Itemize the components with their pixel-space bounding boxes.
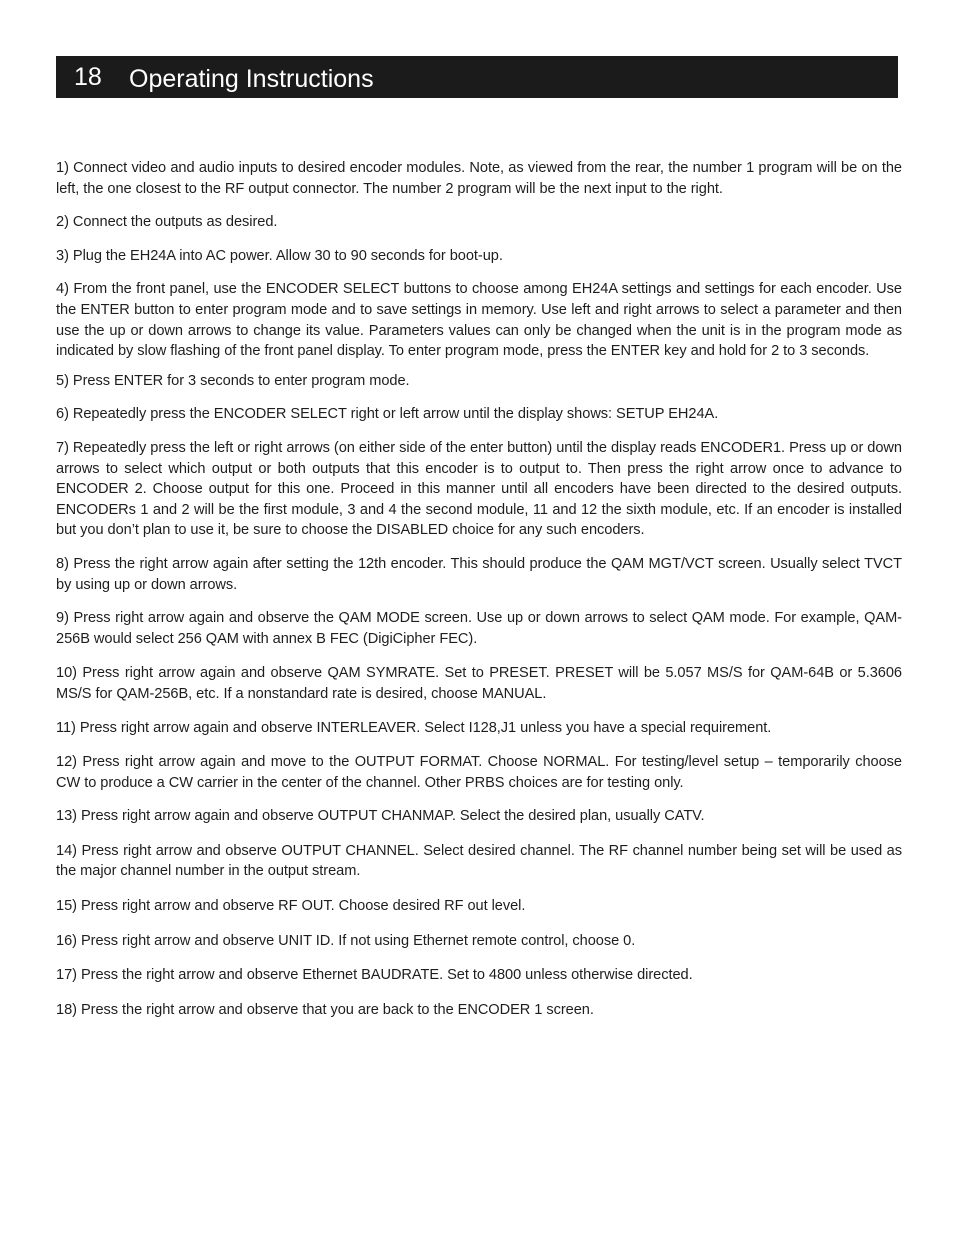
step-17: 17) Press the right arrow and observe Ethernet BAUDRATE. Set to 4800 unless otherwise directed. bbox=[56, 967, 693, 984]
step-7: 7) Repeatedly press the left or right arrows (on either side of the enter button) until the display reads ENCODER1. Press up or down arrows to select which output or both outputs that this encoder is to output to. Then press the right arrow once to advance to ENCODER 2. Choose output for this one. Proceed in this manner until all encoders have been directed to the desired outputs. ENCODERs 1 and 2 will be the first module, 3 and 4 the second module, 11 and 12 the sixth module, etc. If an encoder is installed but you don’t plan to use it, be sure to choose the DISABLED choice for any such encoders. bbox=[56, 439, 902, 539]
page-header bbox=[56, 56, 898, 98]
step-13: 13) Press right arrow again and observe OUTPUT CHANMAP. Select the desired plan, usually CATV. bbox=[56, 808, 705, 825]
step-14: 14) Press right arrow and observe OUTPUT CHANNEL. Select desired channel. The RF channel number being set will be used as the major channel number in the output stream. bbox=[56, 842, 902, 880]
step-11: 11) Press right arrow again and observe INTERLEAVER. Select I128,J1 unless you have a special requirement. bbox=[56, 720, 772, 737]
page-title: Operating Instructions bbox=[129, 65, 374, 93]
step-1: 1) Connect video and audio inputs to desired encoder modules. Note, as viewed from the rear, the number 1 program will be on the left, the one closest to the RF output connector. The number 2 program will be the next input to the right. bbox=[56, 160, 902, 197]
step-16: 16) Press right arrow and observe UNIT ID. If not using Ethernet remote control, choose 0. bbox=[56, 932, 636, 949]
step-10: 10) Press right arrow again and observe QAM SYMRATE. Set to PRESET. PRESET will be 5.057 MS/S for QAM-64B or 5.3606 MS/S for QAM-256B, etc. If a nonstandard rate is desired, choose MANUAL. bbox=[56, 665, 902, 702]
step-12: 12) Press right arrow again and move to the OUTPUT FORMAT. Choose NORMAL. For testing/level setup – temporarily choose CW to produce a CW carrier in the center of the channel. Other PRBS choices are for testing only. bbox=[56, 754, 902, 791]
step-2: 2) Connect the outputs as desired. bbox=[56, 214, 278, 231]
step-18: 18) Press the right arrow and observe that you are back to the ENCODER 1 screen. bbox=[56, 1001, 594, 1018]
step-3: 3) Plug the EH24A into AC power. Allow 30 to 90 seconds for boot-up. bbox=[56, 247, 503, 264]
step-15: 15) Press right arrow and observe RF OUT. Choose desired RF out level. bbox=[56, 898, 526, 915]
page-number: 18 bbox=[74, 63, 102, 91]
step-9: 9) Press right arrow again and observe the QAM MODE screen. Use up or down arrows to select QAM mode. For example, QAM-256B would select 256 QAM with annex B FEC (DigiCipher FEC). bbox=[56, 610, 902, 647]
instructions-list bbox=[56, 158, 902, 1020]
step-4: 4) From the front panel, use the ENCODER SELECT buttons to choose among EH24A settings and settings for each encoder. Use the ENTER button to enter program mode and to save settings in memory. Use left and right arrows to select a parameter and then use the up or down arrows to change its value. Parameters values can only be changed when the unit is in the program mode as indicated by slow flashing of the front panel display. To enter program mode, press the ENTER key and hold for 2 to 3 seconds. bbox=[56, 281, 902, 360]
step-8: 8) Press the right arrow again after setting the 12th encoder. This should produce the QAM MGT/VCT screen. Usually select TVCT by using up or down arrows. bbox=[56, 555, 902, 593]
step-6: 6) Repeatedly press the ENCODER SELECT right or left arrow until the display shows: SETUP EH24A. bbox=[56, 406, 719, 423]
step-5: 5) Press ENTER for 3 seconds to enter program mode. bbox=[56, 372, 410, 389]
